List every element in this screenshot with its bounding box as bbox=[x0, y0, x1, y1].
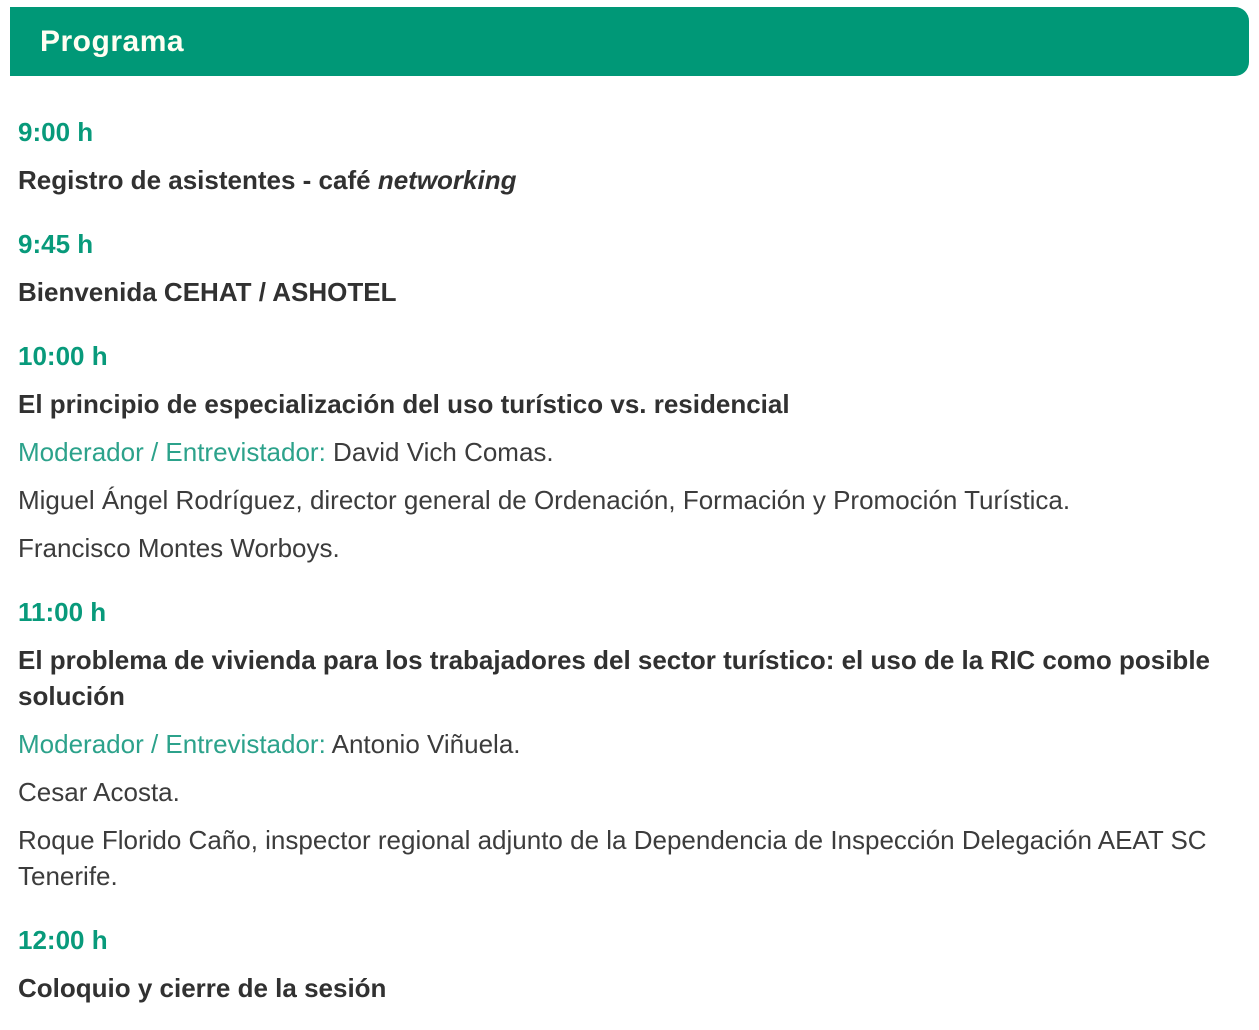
session-title-text: Registro de asistentes - café bbox=[18, 165, 378, 195]
session-time: 9:45 h bbox=[18, 229, 94, 259]
speaker-line: Miguel Ángel Rodríguez, director general de Ordenación, Formación y Promoción Turística. bbox=[18, 485, 1071, 515]
session-title: Bienvenida CEHAT / ASHOTEL bbox=[18, 277, 397, 307]
session-title: El principio de especialización del uso turístico vs. residencial bbox=[18, 389, 790, 419]
schedule-item bbox=[18, 922, 1253, 1006]
page-title: Programa bbox=[40, 24, 185, 58]
schedule-item bbox=[18, 594, 1253, 894]
moderator-label: Moderador / Entrevistador: bbox=[18, 437, 334, 467]
program-header-bar bbox=[10, 7, 1249, 76]
session-time: 12:00 h bbox=[18, 925, 108, 955]
moderator-name: David Vich Comas. bbox=[333, 437, 554, 467]
speaker-line: Roque Florido Caño, inspector regional adjunto de la Dependencia de Inspección Delegación AEAT SC Tenerife. bbox=[18, 825, 1207, 891]
moderator-line bbox=[18, 726, 1253, 762]
session-title bbox=[18, 162, 1253, 198]
session-time: 9:00 h bbox=[18, 117, 94, 147]
session-time: 11:00 h bbox=[18, 597, 107, 627]
speaker-line: Cesar Acosta. bbox=[18, 777, 180, 807]
schedule-item bbox=[18, 114, 1253, 198]
session-title: Coloquio y cierre de la sesión bbox=[18, 973, 387, 1003]
schedule-item bbox=[18, 226, 1253, 310]
session-title: El problema de vivienda para los trabajadores del sector turístico: el uso de la RIC como posible solución bbox=[18, 645, 1211, 711]
schedule-item bbox=[18, 338, 1253, 566]
moderator-name: Antonio Viñuela. bbox=[331, 729, 521, 759]
moderator-line bbox=[18, 434, 1253, 470]
session-title-italic: networking bbox=[377, 165, 517, 195]
moderator-label: Moderador / Entrevistador: bbox=[18, 729, 332, 759]
speaker-line: Francisco Montes Worboys. bbox=[18, 533, 340, 563]
session-time: 10:00 h bbox=[18, 341, 108, 371]
schedule-content bbox=[0, 114, 1259, 1006]
